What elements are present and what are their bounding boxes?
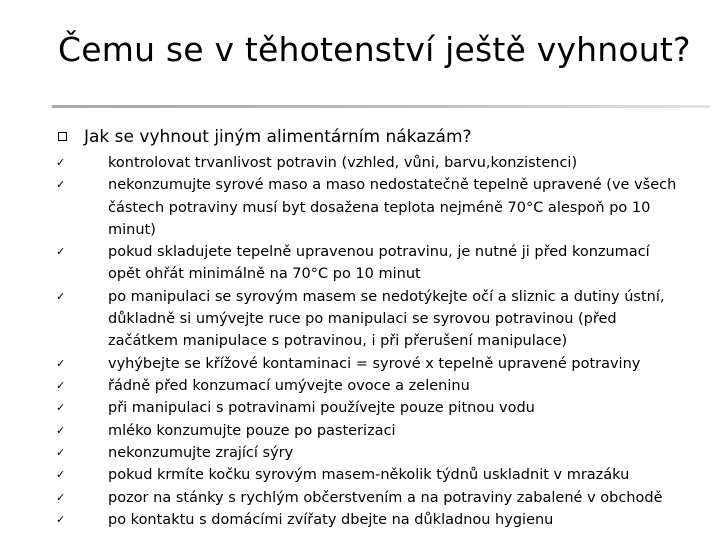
- list-item-text: pozor na stánky s rychlým občerstvením a na potraviny zabalené v obchodě: [108, 489, 663, 506]
- checkmark-icon: ✓: [56, 356, 66, 370]
- checkmark-icon: ✓: [56, 245, 66, 259]
- checkmark-icon: ✓: [56, 178, 66, 192]
- title-underline: [52, 105, 710, 108]
- checkmark-icon: ✓: [56, 156, 66, 169]
- list-item-text: mléko konzumujte pouze po pasterizaci: [108, 422, 396, 439]
- list-item-text: nekonzumujte zrající sýry: [108, 444, 294, 461]
- square-bullet-icon: [58, 132, 67, 141]
- list-item-text: po manipulaci se syrovým masem se nedotýkejte očí a sliznic a dutiny ústní,: [108, 288, 665, 305]
- checkmark-icon: ✓: [56, 512, 66, 526]
- checkmark-icon: ✓: [56, 445, 66, 459]
- list-item-text: kontrolovat trvanlivost potravin (vzhled, vůni, barvu,konzistenci): [108, 155, 578, 171]
- list-item-text: nekonzumujte syrové maso a maso nedostatečně tepelně upravené (ve všech: [108, 177, 677, 194]
- list-item-text: po kontaktu s domácími zvířaty dbejte na důkladnou hygienu: [108, 511, 554, 528]
- list-item-text: při manipulaci s potravinami používejte pouze pitnou vodu: [108, 400, 535, 417]
- slide-title: Čemu se v těhotenství ještě vyhnout?: [58, 30, 691, 69]
- list-item-text: minut): [108, 221, 156, 238]
- list-item-text: částech potraviny musí byt dosažena teplota nejméně 70°C alespoň po 10: [108, 199, 651, 216]
- list-item-text: opět ohřát minimálně na 70°C po 10 minut: [108, 266, 421, 283]
- section-heading-text: Jak se vyhnout jiným alimentárním nákazám?: [84, 127, 472, 147]
- list-item-text: pokud krmíte kočku syrovým masem-několik týdnů uskladnit v mrazáku: [108, 467, 630, 484]
- checkmark-icon: ✓: [56, 490, 66, 504]
- list-item-text: začátkem manipulace s potravinou, i při přerušení manipulace): [108, 333, 568, 350]
- checkmark-icon: ✓: [56, 423, 66, 437]
- checkmark-icon: ✓: [56, 401, 66, 415]
- list-item-text: vyhýbejte se křížové kontaminaci = syrové x tepelně upravené potraviny: [108, 355, 641, 372]
- checkmark-icon: ✓: [56, 468, 66, 482]
- list-item-text: pokud skladujete tepelně upravenou potravinu, je nutné ji před konzumací: [108, 244, 650, 261]
- checkmark-icon: ✓: [56, 289, 66, 303]
- list-item-text: důkladně si umývejte ruce po manipulaci se syrovou potravinou (před: [108, 311, 617, 328]
- list-item-text: řádně před konzumací umývejte ovoce a zeleninu: [108, 378, 470, 394]
- checkmark-icon: ✓: [56, 379, 66, 392]
